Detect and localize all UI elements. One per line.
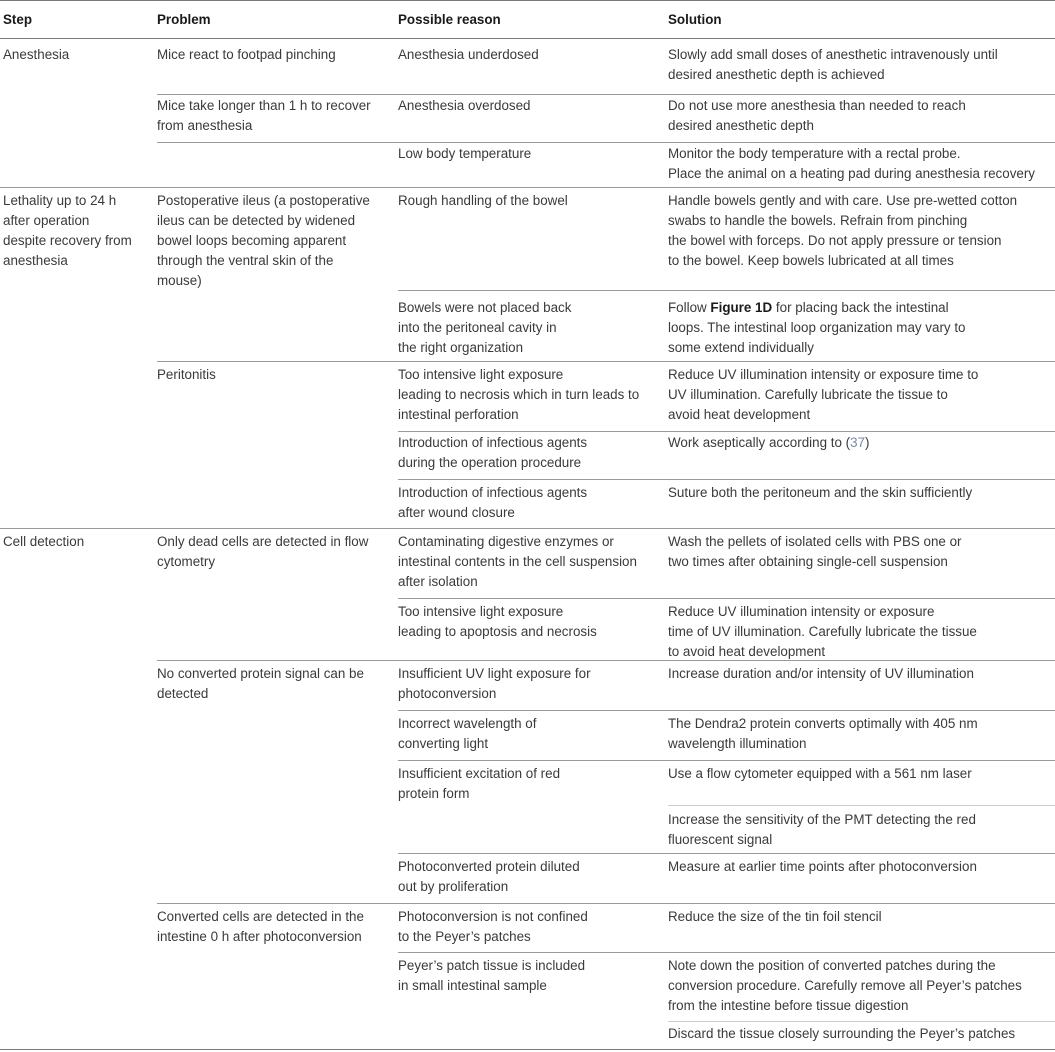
cell-line: detected: [157, 686, 209, 701]
cell-line: Only dead cells are detected in flow: [157, 534, 369, 549]
cell-line: despite recovery from: [3, 233, 132, 248]
cell-line: Anesthesia: [3, 47, 70, 62]
cell-line: converting light: [398, 736, 489, 751]
cell-line: Introduction of infectious agents: [398, 485, 588, 500]
cell-line: Photoconversion is not confined: [398, 909, 588, 924]
reason-cell: [398, 602, 597, 642]
table-rule: [0, 528, 1055, 529]
cell-line: Note down the position of converted patches during the: [668, 958, 996, 973]
cell-line: Postoperative ileus (a postoperative: [157, 193, 370, 208]
table-rule: [398, 598, 1055, 599]
cell-line: some extend individually: [668, 340, 814, 355]
table-rule: [668, 1021, 1055, 1022]
cell-line: in small intestinal sample: [398, 978, 547, 993]
table-rule: [398, 431, 1055, 432]
header-solution: Solution: [668, 12, 722, 27]
cell-line: Discard the tissue closely surrounding the Peyer’s patches: [668, 1026, 1016, 1041]
header-possible-reason: Possible reason: [398, 12, 501, 27]
cell-line: desired anesthetic depth is achieved: [668, 67, 885, 82]
table-rule: [398, 710, 1055, 711]
cell-line: from the intestine before tissue digestion: [668, 998, 909, 1013]
cell-line: The Dendra2 protein converts optimally with 405 nm: [668, 716, 978, 731]
reason-cell: [398, 365, 639, 425]
reason-cell: [398, 857, 580, 897]
reason-cell: [398, 45, 539, 65]
problem-cell: [157, 45, 336, 65]
cell-line: Reduce UV illumination intensity or exposure time to: [668, 367, 979, 382]
cell-line: Introduction of infectious agents: [398, 435, 588, 450]
table-rule: [0, 38, 1055, 39]
cell-line: Too intensive light exposure: [398, 367, 564, 382]
cell-line: Monitor the body temperature with a rectal probe.: [668, 146, 961, 161]
solution-cell: [668, 714, 978, 754]
cell-line: avoid heat development: [668, 407, 811, 422]
cell-line: intestinal contents in the cell suspension: [398, 554, 637, 569]
cell-line: Suture both the peritoneum and the skin sufficiently: [668, 485, 973, 500]
cell-line: conversion procedure. Carefully remove all Peyer’s patches: [668, 978, 1022, 993]
reason-cell: [398, 144, 531, 164]
cell-line: Lethality up to 24 h: [3, 193, 117, 208]
solution-cell: [668, 483, 972, 503]
cell-line: ileus can be detected by widened: [157, 213, 356, 228]
cell-line: the bowel with forceps. Do not apply pressure or tension: [668, 233, 1002, 248]
solution-cell: [668, 144, 1035, 184]
cell-line: UV illumination. Carefully lubricate the tissue to: [668, 387, 948, 402]
solution-cell: [668, 191, 1017, 271]
cell-line: anesthesia: [3, 253, 68, 268]
cell-line: Converted cells are detected in the: [157, 909, 364, 924]
reason-cell: [398, 433, 587, 473]
step-cell: [3, 191, 132, 271]
problem-cell: [157, 191, 370, 291]
solution-cell: [668, 532, 962, 572]
cell-line: Do not use more anesthesia than needed to reach: [668, 98, 966, 113]
cell-line: photoconversion: [398, 686, 497, 701]
solution-cell: [668, 433, 869, 453]
cell-line: Anesthesia overdosed: [398, 98, 531, 113]
reason-cell: [398, 956, 585, 996]
cell-line: Anesthesia underdosed: [398, 47, 539, 62]
table-rule: [398, 290, 1055, 291]
solution-cell: [668, 298, 966, 358]
problem-cell: [157, 907, 364, 947]
figure-link[interactable]: Figure 1D: [710, 300, 773, 315]
table-rule: [668, 805, 1055, 806]
problem-cell: [157, 532, 368, 572]
cell-line: Place the animal on a heating pad during anesthesia recovery: [668, 166, 1035, 181]
cell-line: Contaminating digestive enzymes or: [398, 534, 614, 549]
cell-line: after operation: [3, 213, 90, 228]
reason-cell: [398, 298, 571, 358]
table-rule: [398, 479, 1055, 480]
cell-line: protein form: [398, 786, 470, 801]
table-rule: [398, 760, 1055, 761]
solution-cell: [668, 1024, 1015, 1044]
step-cell: [3, 532, 84, 552]
cell-line: loops. The intestinal loop organization may vary to: [668, 320, 966, 335]
table-rule: [157, 94, 1055, 95]
cell-line: two times after obtaining single-cell suspension: [668, 554, 948, 569]
cell-line: to avoid heat development: [668, 644, 826, 659]
cell-line: Photoconverted protein diluted: [398, 859, 580, 874]
header-problem: Problem: [157, 12, 211, 27]
cell-line: intestinal perforation: [398, 407, 519, 422]
solution-cell: [668, 365, 978, 425]
cell-line: Handle bowels gently and with care. Use pre-wetted cotton: [668, 193, 1018, 208]
cell-line: Low body temperature: [398, 146, 532, 161]
cell-line: out by proliferation: [398, 879, 509, 894]
cell-line: Too intensive light exposure: [398, 604, 564, 619]
cell-line: Mice react to footpad pinching: [157, 47, 336, 62]
cell-line: desired anesthetic depth: [668, 118, 814, 133]
table-rule: [157, 142, 1055, 143]
cell-line: from anesthesia: [157, 118, 253, 133]
reason-cell: [398, 764, 560, 804]
cell-line: intestine 0 h after photoconversion: [157, 929, 362, 944]
reference-link[interactable]: 37: [850, 435, 865, 450]
reason-cell: [398, 664, 591, 704]
table-rule: [0, 187, 1055, 188]
problem-cell: [157, 664, 364, 704]
cell-line: time of UV illumination. Carefully lubricate the tissue: [668, 624, 977, 639]
cell-line: Bowels were not placed back: [398, 300, 572, 315]
cell-line: Rough handling of the bowel: [398, 193, 568, 208]
cell-line: Measure at earlier time points after photoconversion: [668, 859, 977, 874]
cell-line: during the operation procedure: [398, 455, 582, 470]
solution-cell: [668, 810, 976, 850]
reason-cell: [398, 907, 588, 947]
cell-line: Insufficient UV light exposure for: [398, 666, 591, 681]
cell-line: Wash the pellets of isolated cells with PBS one or: [668, 534, 962, 549]
solution-cell: [668, 764, 972, 784]
solution-cell: [668, 907, 882, 927]
cell-line: the right organization: [398, 340, 524, 355]
solution-cell: [668, 602, 977, 662]
cell-line: No converted protein signal can be: [157, 666, 364, 681]
cell-line: cytometry: [157, 554, 216, 569]
cell-line: Reduce UV illumination intensity or exposure: [668, 604, 935, 619]
cell-line: Use a flow cytometer equipped with a 561 nm laser: [668, 766, 972, 781]
header-step: Step: [3, 12, 33, 27]
cell-line: mouse): [157, 273, 202, 288]
solution-cell: [668, 857, 977, 877]
problem-cell: [157, 96, 371, 136]
table-rule: [398, 853, 1055, 854]
cell-line: after isolation: [398, 574, 478, 589]
cell-line: Incorrect wavelength of: [398, 716, 537, 731]
cell-line: after wound closure: [398, 505, 515, 520]
cell-line: Reduce the size of the tin foil stencil: [668, 909, 882, 924]
text-run: ): [865, 435, 870, 450]
cell-line: leading to necrosis which in turn leads to: [398, 387, 640, 402]
cell-line: into the peritoneal cavity in: [398, 320, 557, 335]
cell-line: Insufficient excitation of red: [398, 766, 561, 781]
cell-line: Increase the sensitivity of the PMT detecting the red: [668, 812, 976, 827]
problem-cell: [157, 365, 216, 385]
cell-line: Increase duration and/or intensity of UV illumination: [668, 666, 974, 681]
solution-cell: [668, 96, 966, 136]
cell-line: to the Peyer’s patches: [398, 929, 531, 944]
cell-line: Slowly add small doses of anesthetic intravenously until: [668, 47, 998, 62]
table-rule: [0, 1049, 1055, 1050]
cell-line: [668, 298, 966, 318]
table-rule: [157, 903, 1055, 904]
step-cell: [3, 45, 69, 65]
reason-cell: [398, 714, 536, 754]
reason-cell: [398, 191, 568, 211]
solution-cell: [668, 956, 1022, 1016]
cell-line: swabs to handle the bowels. Refrain from pinching: [668, 213, 968, 228]
cell-line: through the ventral skin of the: [157, 253, 334, 268]
reason-cell: [398, 483, 587, 523]
text-run: Work aseptically according to (: [668, 435, 851, 450]
cell-line: Mice take longer than 1 h to recover: [157, 98, 371, 113]
solution-cell: [668, 664, 974, 684]
table-rule: [0, 0, 1055, 1]
reason-cell: [398, 532, 637, 592]
cell-line: [668, 433, 869, 453]
solution-cell: [668, 45, 998, 85]
cell-line: bowel loops becoming apparent: [157, 233, 347, 248]
reason-cell: [398, 96, 531, 116]
cell-line: Peritonitis: [157, 367, 216, 382]
cell-line: leading to apoptosis and necrosis: [398, 624, 597, 639]
cell-line: to the bowel. Keep bowels lubricated at all times: [668, 253, 954, 268]
table-rule: [157, 361, 1055, 362]
cell-line: Peyer’s patch tissue is included: [398, 958, 586, 973]
table-rule: [398, 952, 1055, 953]
cell-line: fluorescent signal: [668, 832, 773, 847]
cell-line: wavelength illumination: [668, 736, 807, 751]
text-run: for placing back the intestinal: [772, 300, 949, 315]
text-run: Follow: [668, 300, 711, 315]
cell-line: Cell detection: [3, 534, 85, 549]
